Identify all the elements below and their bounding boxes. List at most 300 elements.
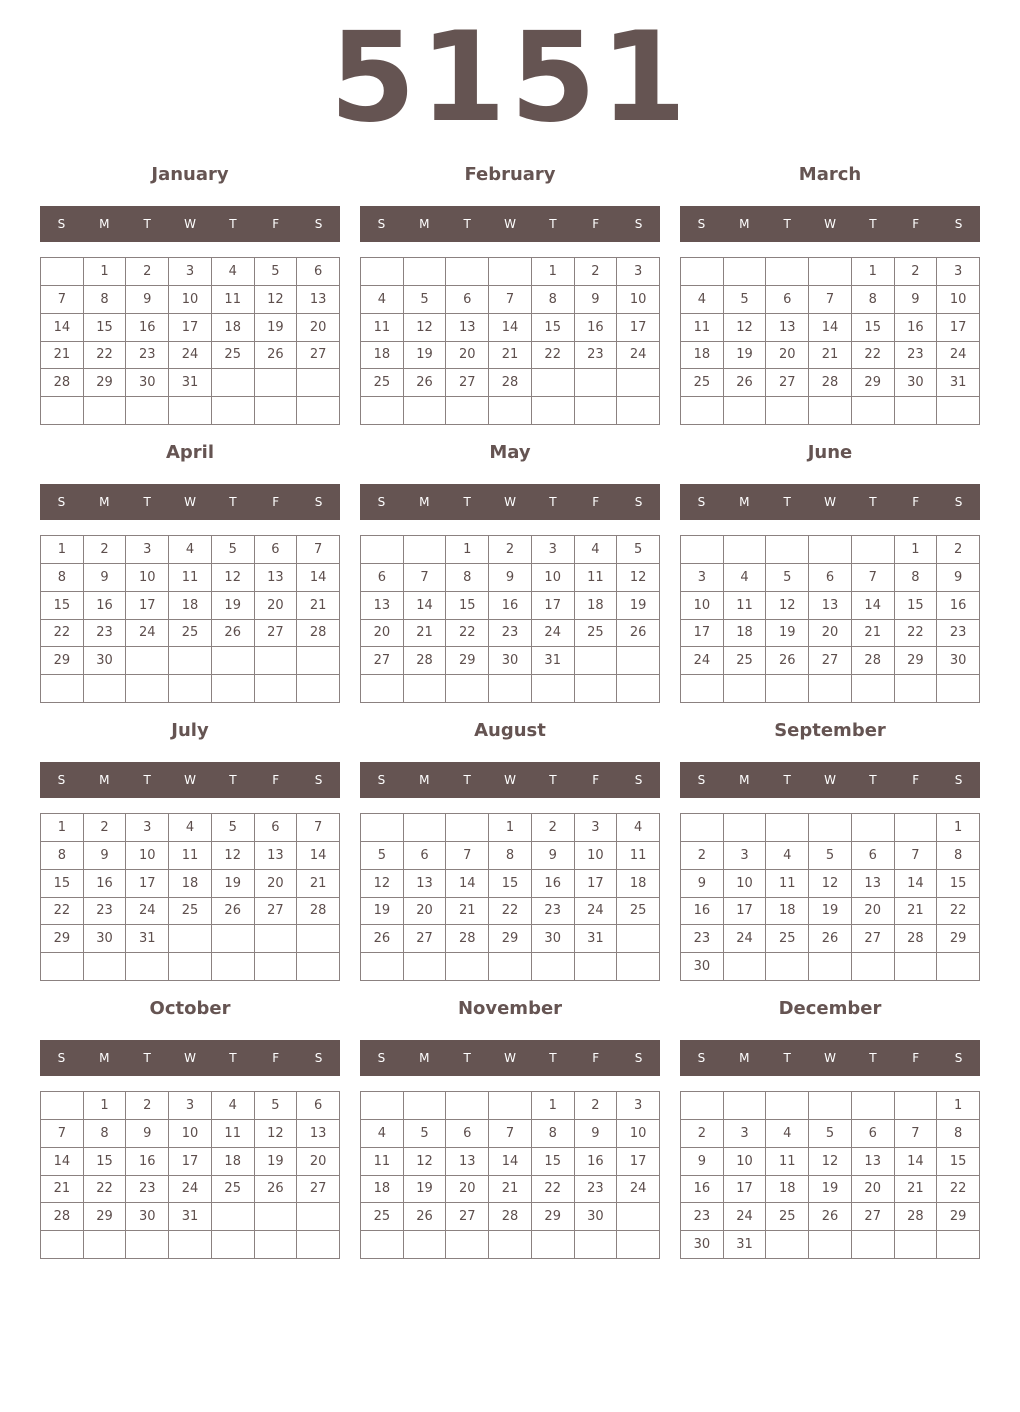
day-cell: 6 [297,258,340,286]
empty-cell [766,536,809,564]
day-cell: 13 [255,842,298,870]
day-cell: 26 [212,620,255,648]
day-cell: 26 [617,620,660,648]
day-cell: 11 [766,870,809,898]
day-cell: 30 [126,369,169,397]
empty-cell [404,258,447,286]
day-cell: 22 [937,898,980,926]
day-cell: 20 [297,1148,340,1176]
day-cell: 7 [852,564,895,592]
day-cell: 3 [575,814,618,842]
day-cell: 20 [446,342,489,370]
empty-cell [575,647,618,675]
day-cell: 22 [84,342,127,370]
day-cell: 20 [404,898,447,926]
day-cell: 16 [895,314,938,342]
day-cell: 3 [169,1092,212,1120]
day-cell: 17 [681,620,724,648]
day-cell: 12 [255,286,298,314]
weekday-label: T [783,773,791,787]
weekday-label: S [954,1051,963,1065]
day-cell: 24 [617,342,660,370]
day-cell: 1 [489,814,532,842]
empty-cell [809,1231,852,1259]
weekday-label: T [463,773,471,787]
day-cell: 13 [852,870,895,898]
empty-cell [446,953,489,981]
day-cell: 28 [895,925,938,953]
day-cell: 31 [575,925,618,953]
day-cell: 29 [84,1203,127,1231]
empty-cell [532,397,575,425]
day-cell: 8 [532,286,575,314]
empty-cell [126,675,169,703]
day-cell: 26 [212,898,255,926]
day-cell: 11 [617,842,660,870]
day-cell: 2 [489,536,532,564]
empty-cell [724,1092,767,1120]
day-cell: 20 [852,1176,895,1204]
weekday-header [40,762,340,798]
weekday-label: S [377,217,386,231]
day-cell: 11 [212,286,255,314]
day-cell: 25 [766,925,809,953]
day-cell: 26 [404,1203,447,1231]
day-cell: 29 [532,1203,575,1231]
day-cell: 8 [84,286,127,314]
weekday-label: S [697,773,706,787]
empty-cell [681,814,724,842]
day-cell: 14 [41,314,84,342]
day-cell: 19 [809,898,852,926]
empty-cell [169,647,212,675]
empty-cell [297,675,340,703]
empty-cell [724,814,767,842]
day-cell: 15 [41,592,84,620]
empty-cell [489,258,532,286]
day-cell: 2 [681,842,724,870]
day-cell: 24 [575,898,618,926]
day-cell: 1 [84,1092,127,1120]
day-cell: 18 [361,1176,404,1204]
weekday-label: T [549,217,557,231]
day-cell: 10 [617,286,660,314]
empty-cell [681,397,724,425]
day-cell: 21 [809,342,852,370]
day-cell: 8 [532,1120,575,1148]
day-cell: 30 [126,1203,169,1231]
day-cell: 22 [937,1176,980,1204]
weekday-label: M [99,773,110,787]
weekday-label: W [504,773,516,787]
empty-cell [297,647,340,675]
day-cell: 23 [575,342,618,370]
day-cell: 18 [617,870,660,898]
day-cell: 24 [937,342,980,370]
day-cell: 18 [724,620,767,648]
day-cell: 13 [852,1148,895,1176]
day-cell: 7 [895,842,938,870]
weekday-label: S [634,217,643,231]
day-cell: 25 [681,369,724,397]
day-cell: 8 [489,842,532,870]
day-cell: 5 [617,536,660,564]
day-cell: 26 [361,925,404,953]
day-cell: 16 [126,314,169,342]
empty-cell [724,953,767,981]
month-title: August [474,720,546,741]
day-cell: 14 [297,842,340,870]
day-cell: 9 [489,564,532,592]
day-cell: 2 [126,1092,169,1120]
empty-cell [169,925,212,953]
day-grid [40,257,340,425]
day-cell: 13 [297,286,340,314]
empty-cell [681,536,724,564]
weekday-label: F [912,217,920,231]
day-cell: 16 [126,1148,169,1176]
weekday-label: T [549,773,557,787]
day-cell: 17 [724,1176,767,1204]
empty-cell [404,397,447,425]
day-cell: 14 [852,592,895,620]
day-cell: 12 [617,564,660,592]
day-cell: 27 [852,925,895,953]
weekday-label: S [57,217,66,231]
weekday-label: F [272,495,280,509]
weekday-label: S [57,773,66,787]
weekday-label: T [783,217,791,231]
day-grid [40,1091,340,1259]
day-cell: 21 [895,898,938,926]
day-cell: 7 [297,814,340,842]
day-cell: 22 [895,620,938,648]
day-cell: 3 [532,536,575,564]
empty-cell [575,953,618,981]
empty-cell [852,953,895,981]
day-cell: 7 [809,286,852,314]
weekday-header [40,206,340,242]
empty-cell [41,1092,84,1120]
day-cell: 9 [575,1120,618,1148]
day-cell: 1 [41,814,84,842]
empty-cell [809,953,852,981]
weekday-label: T [229,773,237,787]
empty-cell [809,536,852,564]
day-cell: 29 [446,647,489,675]
day-cell: 1 [895,536,938,564]
empty-cell [361,397,404,425]
day-grid [360,535,660,703]
empty-cell [404,953,447,981]
empty-cell [937,675,980,703]
day-grid [360,257,660,425]
day-grid [360,1091,660,1259]
day-cell: 12 [361,870,404,898]
day-grid [40,813,340,981]
day-cell: 18 [361,342,404,370]
empty-cell [532,1231,575,1259]
day-cell: 28 [446,925,489,953]
empty-cell [41,953,84,981]
empty-cell [212,647,255,675]
weekday-label: T [143,495,151,509]
day-cell: 8 [41,842,84,870]
day-cell: 2 [84,536,127,564]
day-cell: 17 [617,1148,660,1176]
empty-cell [617,1231,660,1259]
weekday-label: S [377,495,386,509]
day-cell: 7 [404,564,447,592]
day-cell: 17 [937,314,980,342]
day-cell: 8 [895,564,938,592]
empty-cell [126,397,169,425]
day-cell: 10 [575,842,618,870]
empty-cell [212,675,255,703]
day-cell: 30 [681,1231,724,1259]
day-grid [680,535,980,703]
day-cell: 18 [212,1148,255,1176]
day-cell: 2 [575,1092,618,1120]
empty-cell [617,647,660,675]
day-cell: 28 [489,1203,532,1231]
day-cell: 27 [446,369,489,397]
empty-cell [361,675,404,703]
day-cell: 7 [297,536,340,564]
weekday-label: F [272,1051,280,1065]
day-cell: 8 [41,564,84,592]
day-cell: 13 [446,314,489,342]
empty-cell [489,1231,532,1259]
day-cell: 12 [404,1148,447,1176]
day-cell: 9 [126,1120,169,1148]
weekday-header [40,484,340,520]
empty-cell [724,397,767,425]
weekday-label: M [739,495,750,509]
day-cell: 11 [766,1148,809,1176]
empty-cell [41,397,84,425]
empty-cell [724,675,767,703]
day-cell: 29 [489,925,532,953]
empty-cell [895,814,938,842]
empty-cell [169,953,212,981]
day-cell: 20 [852,898,895,926]
empty-cell [766,1092,809,1120]
day-cell: 3 [681,564,724,592]
day-cell: 23 [937,620,980,648]
month-title: July [171,720,209,741]
day-cell: 25 [212,342,255,370]
day-cell: 19 [255,1148,298,1176]
day-cell: 19 [404,1176,447,1204]
day-cell: 26 [255,1176,298,1204]
weekday-label: S [697,1051,706,1065]
day-cell: 8 [446,564,489,592]
day-cell: 5 [766,564,809,592]
day-cell: 2 [84,814,127,842]
empty-cell [766,1231,809,1259]
weekday-label: W [824,217,836,231]
weekday-label: T [143,1051,151,1065]
day-cell: 28 [852,647,895,675]
day-cell: 11 [169,842,212,870]
month-title: April [165,442,215,463]
day-cell: 6 [852,1120,895,1148]
empty-cell [681,258,724,286]
day-cell: 18 [169,870,212,898]
day-cell: 22 [41,898,84,926]
month-title: October [149,998,231,1019]
day-cell: 4 [169,814,212,842]
empty-cell [446,675,489,703]
day-cell: 27 [297,1176,340,1204]
day-cell: 29 [895,647,938,675]
day-cell: 21 [41,342,84,370]
empty-cell [169,397,212,425]
day-cell: 21 [297,870,340,898]
weekday-label: W [184,1051,196,1065]
day-cell: 24 [126,898,169,926]
empty-cell [617,369,660,397]
day-cell: 4 [212,1092,255,1120]
day-cell: 26 [724,369,767,397]
day-cell: 14 [41,1148,84,1176]
empty-cell [255,925,298,953]
day-cell: 27 [361,647,404,675]
weekday-label: W [824,1051,836,1065]
weekday-label: T [463,495,471,509]
empty-cell [41,675,84,703]
weekday-label: T [869,1051,877,1065]
empty-cell [212,1203,255,1231]
day-cell: 18 [169,592,212,620]
weekday-label: M [739,217,750,231]
empty-cell [895,1092,938,1120]
day-cell: 8 [852,286,895,314]
day-cell: 19 [212,870,255,898]
day-cell: 25 [212,1176,255,1204]
empty-cell [617,1203,660,1231]
day-cell: 21 [489,1176,532,1204]
empty-cell [297,925,340,953]
empty-cell [809,258,852,286]
day-cell: 18 [766,898,809,926]
day-cell: 5 [255,258,298,286]
day-cell: 17 [724,898,767,926]
empty-cell [895,1231,938,1259]
weekday-header [360,762,660,798]
day-cell: 15 [84,1148,127,1176]
empty-cell [489,953,532,981]
day-cell: 3 [617,258,660,286]
weekday-label: F [272,217,280,231]
day-cell: 1 [446,536,489,564]
day-cell: 6 [255,536,298,564]
day-cell: 16 [681,898,724,926]
day-cell: 20 [255,592,298,620]
weekday-label: F [592,1051,600,1065]
empty-cell [404,1092,447,1120]
month-title: December [778,998,882,1019]
weekday-label: W [504,1051,516,1065]
day-cell: 11 [361,1148,404,1176]
day-cell: 30 [532,925,575,953]
empty-cell [404,1231,447,1259]
day-cell: 30 [681,953,724,981]
day-cell: 15 [489,870,532,898]
empty-cell [297,1203,340,1231]
empty-cell [361,1092,404,1120]
day-cell: 23 [84,620,127,648]
day-cell: 14 [809,314,852,342]
weekday-label: F [272,773,280,787]
year-title: 5151 [329,6,691,150]
day-cell: 1 [532,1092,575,1120]
day-cell: 5 [212,814,255,842]
day-cell: 22 [489,898,532,926]
day-cell: 10 [724,1148,767,1176]
day-cell: 9 [681,1148,724,1176]
day-cell: 19 [361,898,404,926]
day-cell: 24 [617,1176,660,1204]
day-cell: 21 [489,342,532,370]
weekday-label: S [377,773,386,787]
day-grid [360,813,660,981]
day-cell: 23 [84,898,127,926]
day-cell: 23 [575,1176,618,1204]
day-cell: 5 [361,842,404,870]
empty-cell [297,397,340,425]
empty-cell [617,675,660,703]
day-cell: 13 [766,314,809,342]
day-cell: 24 [126,620,169,648]
day-cell: 6 [446,286,489,314]
empty-cell [446,397,489,425]
day-cell: 7 [489,1120,532,1148]
empty-cell [84,675,127,703]
day-cell: 9 [126,286,169,314]
weekday-label: W [184,773,196,787]
day-cell: 12 [809,1148,852,1176]
empty-cell [852,675,895,703]
day-cell: 1 [532,258,575,286]
day-cell: 15 [446,592,489,620]
weekday-label: T [463,1051,471,1065]
day-cell: 1 [937,1092,980,1120]
day-cell: 17 [532,592,575,620]
weekday-label: F [912,495,920,509]
weekday-header [680,762,980,798]
day-grid [40,535,340,703]
weekday-label: S [314,773,323,787]
weekday-label: S [954,773,963,787]
day-cell: 28 [41,369,84,397]
month-title: March [798,164,862,185]
day-cell: 1 [937,814,980,842]
empty-cell [126,953,169,981]
weekday-label: T [463,217,471,231]
weekday-header [360,484,660,520]
day-cell: 21 [895,1176,938,1204]
weekday-label: S [57,1051,66,1065]
empty-cell [212,397,255,425]
empty-cell [489,1092,532,1120]
day-cell: 14 [297,564,340,592]
day-cell: 22 [41,620,84,648]
day-cell: 20 [297,314,340,342]
empty-cell [489,675,532,703]
day-cell: 16 [532,870,575,898]
